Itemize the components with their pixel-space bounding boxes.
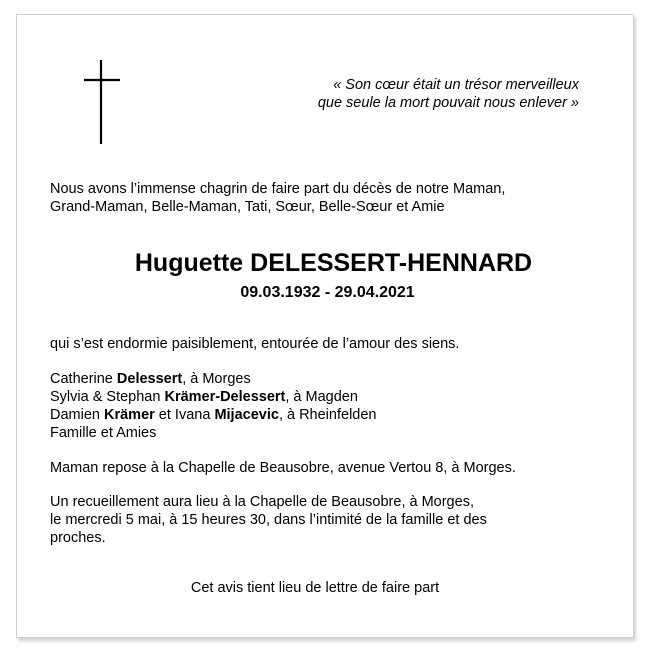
life-dates: 09.03.1932 - 29.04.2021 [240, 284, 415, 301]
epigraph-line: « Son cœur était un trésor merveilleux [333, 77, 579, 93]
rest-place: Maman repose à la Chapelle de Beausobre, avenue Vertou 8, à Morges. [50, 460, 516, 476]
ceremony-line: proches. [50, 530, 106, 546]
epigraph [318, 76, 579, 112]
epigraph-line: que seule la mort pouvait nous enlever » [317, 95, 579, 111]
ceremony-line: le mercredi 5 mai, à 15 heures 30, dans l’intimité de la famille et des [50, 512, 487, 528]
cross-icon [82, 58, 122, 146]
passing-text: qui s’est endormie paisiblement, entourée de l’amour des siens. [50, 336, 460, 352]
ceremony-line: Un recueillement aura lieu à la Chapelle de Beausobre, à Morges, [50, 494, 474, 510]
ceremony [50, 493, 487, 547]
announcement-line: Nous avons l’immense chagrin de faire part du décès de notre Maman, [50, 181, 506, 197]
family-row: Sylvia & Stephan Krämer-Delessert, à Magden [50, 389, 358, 405]
family-row: Catherine Delessert, à Morges [50, 371, 251, 387]
deceased-name: Huguette DELESSERT-HENNARD [134, 249, 533, 277]
family-list [50, 370, 376, 442]
footer-note: Cet avis tient lieu de lettre de faire part [190, 580, 440, 596]
announcement [50, 180, 505, 216]
family-row: Damien Krämer et Ivana Mijacevic, à Rheinfelden [50, 407, 377, 423]
announcement-line: Grand-Maman, Belle-Maman, Tati, Sœur, Belle-Sœur et Amie [50, 199, 445, 215]
family-row: Famille et Amies [50, 425, 157, 441]
